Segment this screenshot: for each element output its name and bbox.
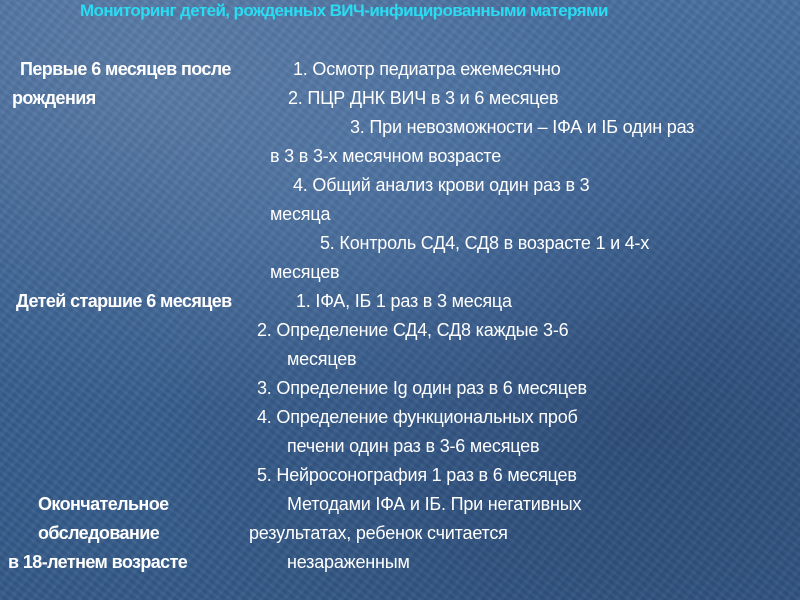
section-label-older-6-months: Детей старшие 6 месяцев — [16, 291, 232, 311]
section-label-final-exam-line2: обследование — [38, 523, 160, 543]
s2-item-4-line1: 4. Определение функциональных проб — [257, 407, 578, 427]
s2-item-1: 1. IФА, IБ 1 раз в 3 месяца — [296, 291, 512, 311]
s2-item-2-line1: 2. Определение СД4, СД8 каждые 3-6 — [257, 320, 569, 340]
section-label-final-exam-line3: в 18-летнем возрасте — [8, 552, 188, 572]
s2-item-5: 5. Нейросонография 1 раз в 6 месяцев — [257, 465, 577, 485]
s2-item-2-line2: месяцев — [287, 349, 357, 369]
section-label-first-6-months-line1: Первые 6 месяцев после — [20, 59, 231, 79]
s1-item-5-line2: месяцев — [270, 262, 340, 282]
s1-item-4-line1: 4. Общий анализ крови один раз в 3 — [293, 175, 590, 195]
s3-text-line3: незараженным — [287, 552, 410, 572]
s2-item-3: 3. Определение Ig один раз в 6 месяцев — [257, 378, 587, 398]
s3-text-line2: результатах, ребенок считается — [249, 523, 508, 543]
s1-item-2: 2. ПЦР ДНК ВИЧ в 3 и 6 месяцев — [288, 88, 559, 108]
s1-item-5-line1: 5. Контроль СД4, СД8 в возрасте 1 и 4-х — [320, 233, 650, 253]
s1-item-1: 1. Осмотр педиатра ежемесячно — [293, 59, 561, 79]
s1-item-3-line2: в 3 в 3-х месячном возрасте — [270, 146, 502, 166]
s2-item-4-line2: печени один раз в 3-6 месяцев — [287, 436, 540, 456]
slide-title: Мониторинг детей, рожденных ВИЧ-инфицированными матерями — [80, 1, 608, 20]
section-label-first-6-months-line2: рождения — [12, 88, 96, 108]
s1-item-4-line2: месяца — [270, 204, 331, 224]
section-label-final-exam-line1: Окончательное — [38, 494, 169, 514]
s3-text-line1: Методами IФА и IБ. При негативных — [287, 494, 582, 514]
s1-item-3-line1: 3. При невозможности – IФА и IБ один раз — [350, 117, 695, 137]
